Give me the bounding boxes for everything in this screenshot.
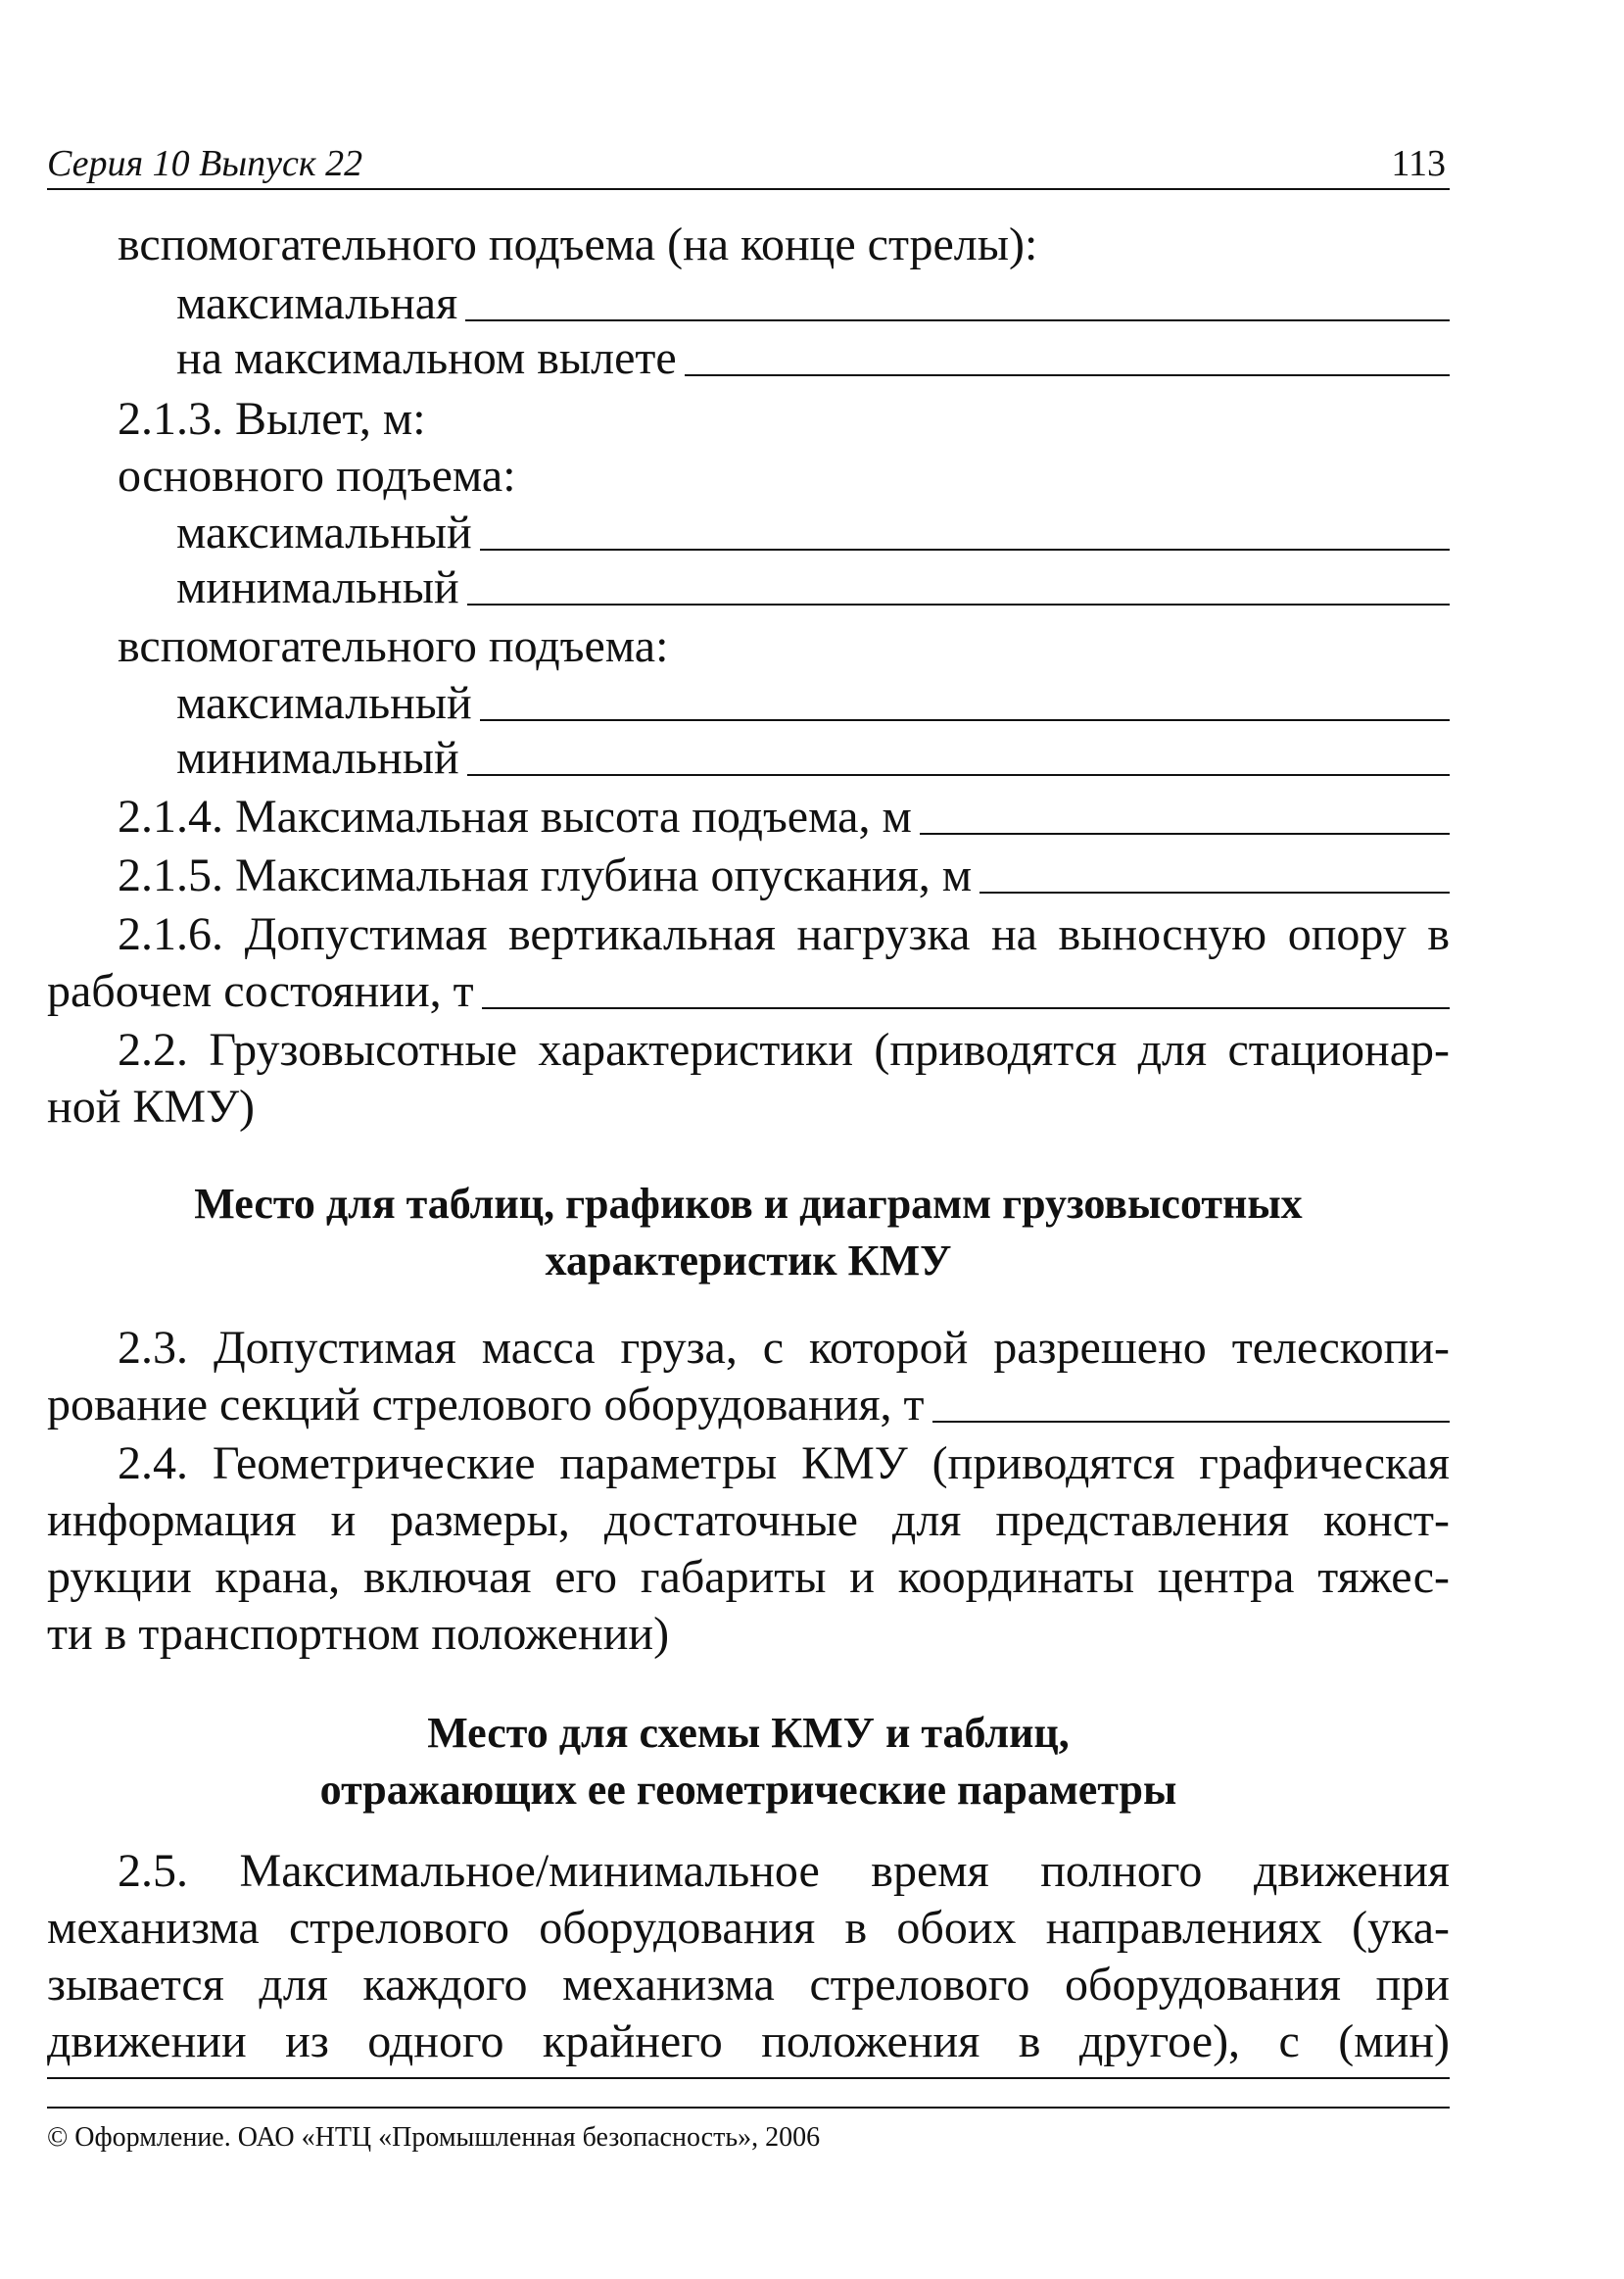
text-line: механизма стрелового оборудования в обоих направлениях (ука- (47, 1902, 1450, 1954)
blank-line (465, 319, 1450, 321)
blank-line (920, 833, 1450, 835)
footer-rule (47, 2107, 1450, 2109)
blank-line (467, 604, 1450, 606)
series-label: Серия 10 Выпуск 22 (47, 143, 363, 184)
field-label: 2.1.5. Максимальная глубина опускания, м (118, 849, 973, 901)
blank-line (932, 1421, 1451, 1423)
copyright-footer: © Оформление. ОАО «НТЦ «Промышленная безопасность», 2006 (47, 2122, 821, 2153)
heading-line: характеристик КМУ (545, 1236, 952, 1285)
blank-field-row (47, 962, 1450, 1021)
field-label: на максимальном вылете (176, 332, 677, 384)
field-label: рование секций стрелового оборудования, т (47, 1379, 925, 1430)
blank-field-row (176, 729, 1450, 788)
blank-field-row (118, 788, 1450, 847)
blank-field-row (176, 329, 1450, 388)
field-label: минимальный (176, 561, 459, 613)
blank-field-row (176, 674, 1450, 733)
blank-field-row (176, 274, 1450, 333)
text-line: ти в транспортном положении) (47, 1608, 670, 1660)
text-line: движении из одного крайнего положения в другое), с (мин) (47, 2015, 1450, 2067)
text-line: 2.3. Допустимая масса груза, с которой разрешено телескопи- (118, 1322, 1450, 1374)
blank-line (467, 774, 1450, 776)
heading-line: отражающих ее геометрические параметры (319, 1766, 1177, 1814)
blank-line (480, 719, 1450, 721)
field-label: минимальный (176, 732, 459, 784)
heading-line: Место для таблиц, графиков и диаграмм грузовысотных (194, 1180, 1303, 1228)
placeholder-heading (47, 1176, 1450, 1289)
blank-line (482, 1007, 1450, 1009)
placeholder-heading (47, 1705, 1450, 1818)
field-label: максимальная (176, 277, 458, 329)
text-line: 2.4. Геометрические параметры КМУ (приводятся графическая (118, 1437, 1450, 1489)
field-label: максимальный (176, 507, 472, 558)
blank-field-row (176, 558, 1450, 617)
running-header (47, 143, 1450, 190)
text-line: 2.1.6. Допустимая вертикальная нагрузка на выносную опору в (118, 908, 1450, 960)
blank-line (685, 374, 1450, 376)
text-line: вспомогательного подъема (на конце стрелы): (118, 218, 1038, 270)
text-line: основного подъема: (118, 450, 516, 502)
text-line: зывается для каждого механизма стрелового оборудования при (47, 1959, 1450, 2011)
blank-field-row (118, 847, 1450, 905)
section-2-1-3: 2.1.3. Вылет, м: (118, 393, 426, 445)
page-number: 113 (1391, 143, 1446, 184)
field-label: 2.1.4. Максимальная высота подъема, м (118, 791, 912, 843)
text-line: рукции крана, включая его габариты и координаты центра тяжес- (47, 1551, 1450, 1603)
blank-field-row (176, 504, 1450, 562)
blank-line (979, 892, 1450, 894)
text-line: 2.2. Грузовысотные характеристики (приводятся для стационар- (118, 1024, 1450, 1076)
blank-line (480, 549, 1450, 551)
text-line: информация и размеры, достаточные для представления конст- (47, 1494, 1450, 1546)
text-line: 2.5. Максимальное/минимальное время полного движения (118, 1845, 1450, 1897)
field-label: рабочем состоянии, т (47, 965, 474, 1017)
text-line: ной КМУ) (47, 1081, 256, 1133)
heading-line: Место для схемы КМУ и таблиц, (427, 1709, 1070, 1757)
text-line: вспомогательного подъема: (118, 620, 669, 672)
field-label: максимальный (176, 677, 472, 729)
footer-rule (47, 2077, 1450, 2079)
blank-field-row (47, 1376, 1450, 1434)
